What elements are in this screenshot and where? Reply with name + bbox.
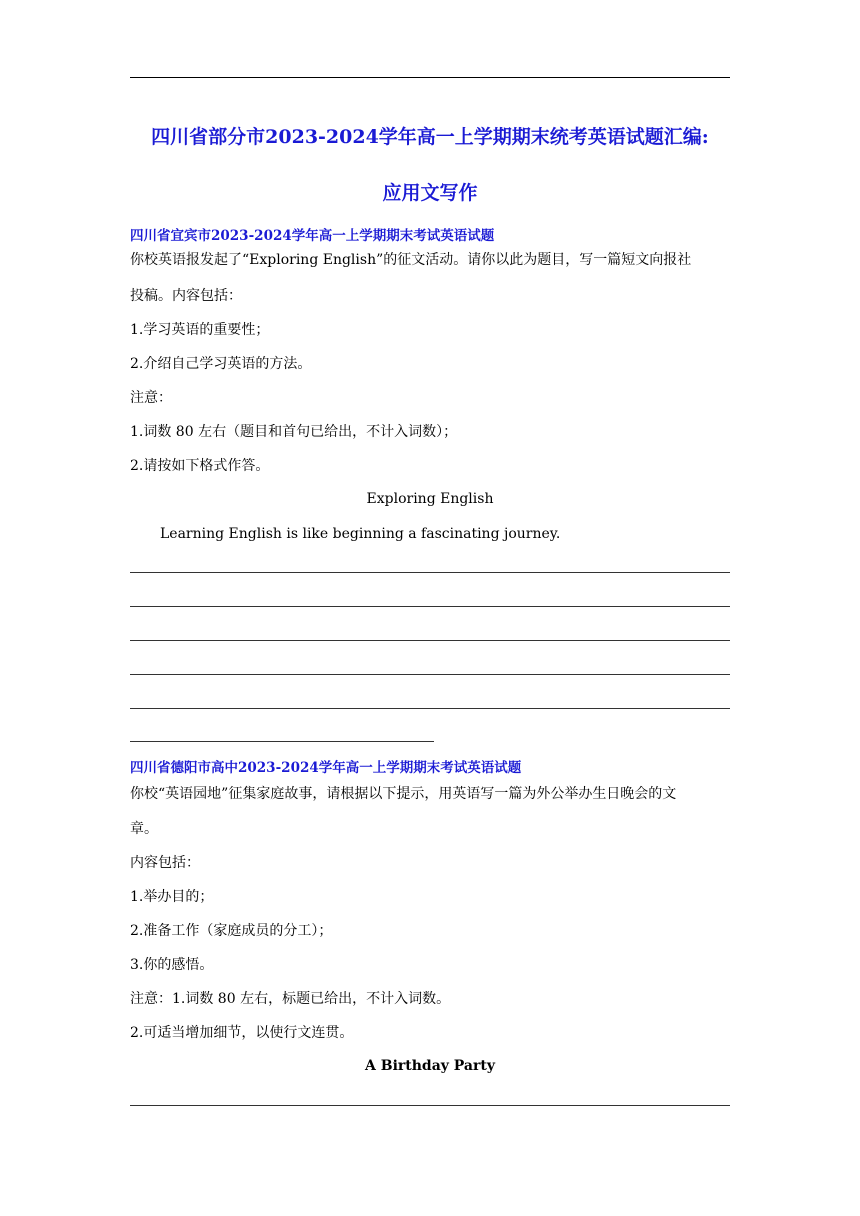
- section-1-note-1: 1.词数 80 左右（题目和首句已给出，不计入词数）；: [130, 424, 458, 440]
- section-2-essay-title: A Birthday Party: [365, 1058, 495, 1074]
- section-1-paragraph-line-1: 你校英语报发起了“Exploring English”的征文活动。请你以此为题目，写一篇短文向报社: [130, 252, 692, 268]
- section-2-item-3: 3.你的感悟。: [130, 957, 214, 973]
- answer-line: [130, 708, 730, 709]
- section-1-heading: 四川省宜宾市2023-2024学年高一上学期期末考试英语试题: [130, 228, 495, 244]
- section-2-paragraph-line-1: 你校“英语园地”征集家庭故事，请根据以下提示，用英语写一篇为外公举办生日晚会的文: [130, 786, 677, 802]
- section-2-note-2: 2.可适当增加细节，以使行文连贯。: [130, 1025, 354, 1041]
- answer-line: [130, 640, 730, 641]
- section-2-paragraph-line-2: 章。: [130, 821, 158, 837]
- header-rule: [130, 77, 730, 78]
- answer-line: [130, 572, 730, 573]
- section-1-essay-title: Exploring English: [366, 491, 494, 507]
- section-2-note-1: 注意：1.词数 80 左右，标题已给出，不计入词数。: [130, 991, 451, 1007]
- section-1-note-2: 2.请按如下格式作答。: [130, 458, 270, 474]
- section-1-item-2: 2.介绍自己学习英语的方法。: [130, 356, 312, 372]
- section-2-item-1: 1.举办目的；: [130, 889, 214, 905]
- section-2-content-label: 内容包括：: [130, 855, 200, 871]
- section-1-note-label: 注意：: [130, 390, 172, 406]
- answer-line: [130, 674, 730, 675]
- section-1-paragraph-line-2: 投稿。内容包括：: [130, 288, 242, 304]
- document-title-line-2: 应用文写作: [382, 182, 478, 204]
- section-1-item-1: 1.学习英语的重要性；: [130, 322, 270, 338]
- answer-line-short: [130, 741, 434, 742]
- answer-line: [130, 1105, 730, 1106]
- section-1-first-sentence: Learning English is like beginning a fascinating journey.: [160, 526, 561, 542]
- answer-line: [130, 606, 730, 607]
- document-title-line-1: 四川省部分市2023-2024学年高一上学期期末统考英语试题汇编:: [151, 126, 709, 148]
- section-2-item-2: 2.准备工作（家庭成员的分工）；: [130, 923, 333, 939]
- section-2-heading: 四川省德阳市高中2023-2024学年高一上学期期末考试英语试题: [130, 760, 522, 776]
